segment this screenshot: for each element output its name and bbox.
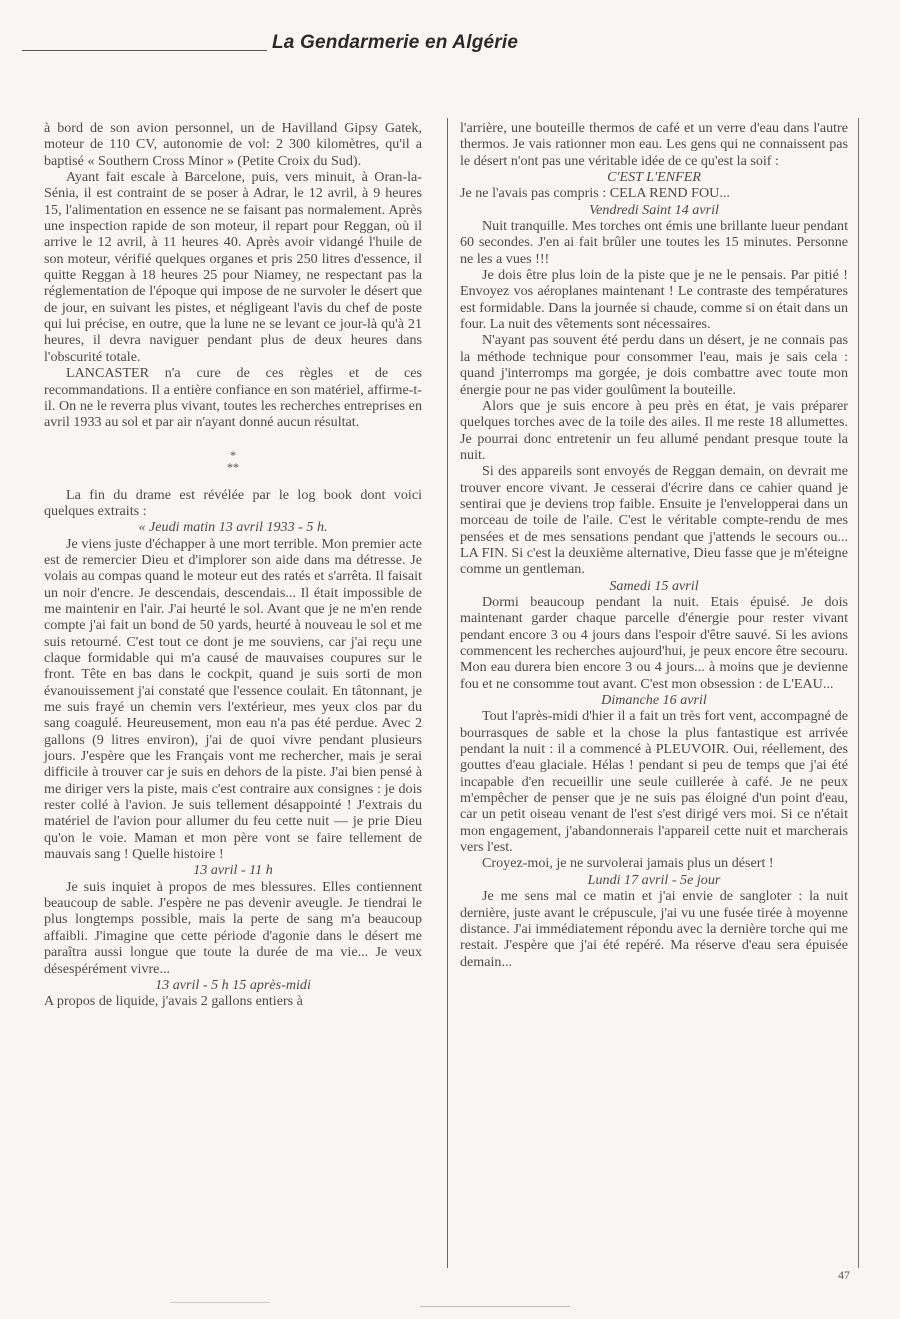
log-entry-date: Vendredi Saint 14 avril bbox=[589, 201, 719, 218]
paragraph: Croyez-moi, je ne survolerai jamais plus un désert ! bbox=[482, 855, 774, 872]
paragraph: La fin du drame est révélée par le log book dont voici quelques extraits : bbox=[44, 486, 422, 519]
emphasis-line: C'EST L'ENFER bbox=[607, 169, 701, 186]
log-entry-date: Samedi 15 avril bbox=[609, 577, 699, 594]
paragraph: Je dois être plus loin de la piste que je ne le pensais. Par pitié ! Envoyez vos aéroplanes maintenant ! Le contraste des températures est formidable. Dans la journée si chaude, comme si on était dans un four. La nuit des vêtements sont nécessaires. bbox=[460, 267, 848, 333]
log-entry-date: « Jeudi matin 13 avril 1933 - 5 h. bbox=[138, 519, 328, 536]
log-entry-date: Lundi 17 avril - 5e jour bbox=[587, 871, 721, 888]
header-rule bbox=[22, 50, 267, 51]
paragraph: LANCASTER n'a cure de ces règles et de ces recommandations. Il a entière confiance en son matériel, affirme-t-il. On ne le reverra plus vivant, toutes les recherches entreprises en avril 1933 au sol et par air n'ayant donné aucun résultat. bbox=[44, 365, 422, 431]
page-number: 47 bbox=[838, 1268, 850, 1282]
paragraph: à bord de son avion personnel, un de Havilland Gipsy Gatek, moteur de 110 CV, autonomie de vol: 2 300 kilomètres, qu'il a baptisé « Southern Cross Minor » (Petite Croix du Sud). bbox=[44, 120, 422, 169]
paragraph: l'arrière, une bouteille thermos de café et un verre d'eau dans l'autre thermos. Je vais rationner mon eau. Les gens qui ne connaissent pas le désert n'ont pas une véritable idée de ce qu'est la soif : bbox=[460, 120, 848, 169]
right-margin-rule bbox=[858, 118, 859, 1268]
paragraph: A propos de liquide, j'avais 2 gallons entiers à bbox=[44, 993, 303, 1010]
section-separator: * bbox=[230, 447, 236, 462]
paragraph: Je me sens mal ce matin et j'ai envie de sangloter : la nuit dernière, juste avant le crépuscule, j'ai vu une fusée tirée à moyenne distance. J'ai immédiatement répondu avec la dernière torche qui me restait. J'espère que j'ai été repéré. Ma réserve d'eau sera épuisée demain... bbox=[460, 888, 848, 970]
log-entry-date: 13 avril - 11 h bbox=[193, 862, 273, 879]
paragraph: Ayant fait escale à Barcelone, puis, vers minuit, à Oran-la-Sénia, il est contraint de se poser à Adrar, le 12 avril, à 9 heures 15, l'alimentation en essence ne se faisant pas normalement. Après une inspection rapide de son moteur, il repart pour Reggan, où il arrive le 12 avril, à 11 heures 40. Après avoir vidangé l'huile de son moteur, vérifié quelques organes et pris 250 litres d'essence, il quitte Reggan à 18 heures 25 pour Niamey, ne respectant pas la réglementation de l'époque qui impose de ne survoler le désert que de jour, en suivant les pistes, et négligeant l'avis du chef de poste qui lui précise, en outre, que la lune ne se levant ce jour-là qu'à 21 heures, il devra naviguer pendant plus de deux heures dans l'obscurité totale. bbox=[44, 169, 422, 365]
paragraph: Je ne l'avais pas compris : CELA REND FOU... bbox=[460, 185, 730, 202]
paragraph: Je viens juste d'échapper à une mort terrible. Mon premier acte est de remercier Dieu et d'implorer son aide dans ma détresse. Je volais au compas quand le moteur eut des ratés et s'arrêta. Il faisait un noir d'encre. Je descendais, descendais... Il était impossible de me maintenir en l'air. J'ai heurté le sol. Avant que je ne m'en rende compte j'ai fait un bond de 50 yards, heurté à nouveau le sol et me suis retourné. C'est tout ce dont je me souviens, car j'ai reçu une claque formidable qui m'a causé de mauvaises coupures sur le front. Tête en bas dans le cockpit, quand je suis sorti de mon évanouissement j'ai constaté que l'essence coulait. En tâtonnant, je me suis frayé un chemin vers l'extérieur, mes yeux clos par du sang coagulé. Heureusement, mon eau n'a pas été perdue. Avec 2 gallons (9 litres environ), j'ai de quoi vivre pendant plusieurs jours. J'espère que les Français vont me rechercher, mais je serai difficile à trouver car je suis en dehors de la piste. J'ai bien pensé à me diriger vers la piste, mais c'est contraire aux consignes : je dois rester collé à l'avion. Je suis tellement désappointé ! J'extrais du matériel de l'avion pour allumer du feu cette nuit — je prie Dieu qu'on le voie. Maman et mon père vont se faire tellement de mauvais sang ! Quelle histoire ! bbox=[44, 535, 422, 863]
paragraph: Tout l'après-midi d'hier il a fait un très fort vent, accompagné de bourrasques de sable et la chose la plus fantastique est arrivée pendant la nuit : il a commencé à PLEUVOIR. Oui, réellement, des gouttes d'eau glaciale. Hélas ! pendant si peu de temps que j'ai été incapable d'en recueillir une seule cuillerée à café. Je ne peux m'empêcher de penser que je ne suis pas éloigné d'un point d'eau, car un petit oiseau venant de l'est s'est dirigé vers moi. Si ce n'était mon engagement, j'abandonnerais l'appareil cette nuit et marcherais vers l'est. bbox=[460, 708, 848, 856]
paragraph: Alors que je suis encore à peu près en état, je vais préparer quelques torches avec de la toile des ailes. Il me reste 18 allumettes. Je pourrai donc entretenir un feu allumé pendant presque toute la nuit. bbox=[460, 397, 848, 463]
paragraph: Nuit tranquille. Mes torches ont émis une brillante lueur pendant 60 secondes. J'en ai fait brûler une toutes les 15 minutes. Personne ne les a vues !!! bbox=[460, 218, 848, 267]
paragraph: Je suis inquiet à propos de mes blessures. Elles contiennent beaucoup de sable. J'espère ne pas devenir aveugle. Je tiendrai le plus longtemps possible, mais la perte de sang m'a beaucoup affaibli. J'imagine que cette période d'agonie dans le désert me paraîtra aussi longue que toute la durée de ma vie... Je veux désespérément vivre... bbox=[44, 878, 422, 977]
left-column bbox=[44, 120, 422, 1010]
section-separator: ** bbox=[227, 459, 239, 474]
footer-mark bbox=[170, 1302, 270, 1303]
footer-mark bbox=[420, 1306, 570, 1307]
column-divider bbox=[447, 118, 448, 1268]
right-column bbox=[460, 120, 848, 970]
running-title: La Gendarmerie en Algérie bbox=[272, 32, 519, 53]
log-entry-date: Dimanche 16 avril bbox=[601, 692, 707, 709]
log-entry-date: 13 avril - 5 h 15 après-midi bbox=[155, 976, 311, 993]
paragraph: Si des appareils sont envoyés de Reggan demain, on devrait me trouver encore vivant. Je cesserai d'écrire dans ce cahier quand je sentirai que je deviens trop faible. Ensuite je l'envelopperai dans un morceau de toile de l'aile. C'est le véritable compte-rendu de mes pensées et de mes sensations pendant que j'attends le secours ou... LA FIN. Si c'est la deuxième alternative, Dieu fasse que je m'éteigne comme un gentleman. bbox=[460, 463, 848, 578]
paragraph: Dormi beaucoup pendant la nuit. Etais épuisé. Je dois maintenant garder chaque parcelle d'énergie pour rester vivant pendant encore 3 ou 4 jours dans l'espoir d'être sauvé. Si les avions commencent les recherches aujourd'hui, je peux encore être secouru. Mon eau durera bien encore 3 ou 4 jours... à moins que je devienne fou et ne consomme tout avant. C'est mon obsession : de L'EAU... bbox=[460, 593, 848, 692]
paragraph: N'ayant pas souvent été perdu dans un désert, je ne connais pas la méthode technique pour consommer l'eau, mais je sais cela : quand j'interromps ma gorgée, je dois combattre avec toute mon énergie pour ne pas vider goulûment la bouteille. bbox=[460, 332, 848, 398]
